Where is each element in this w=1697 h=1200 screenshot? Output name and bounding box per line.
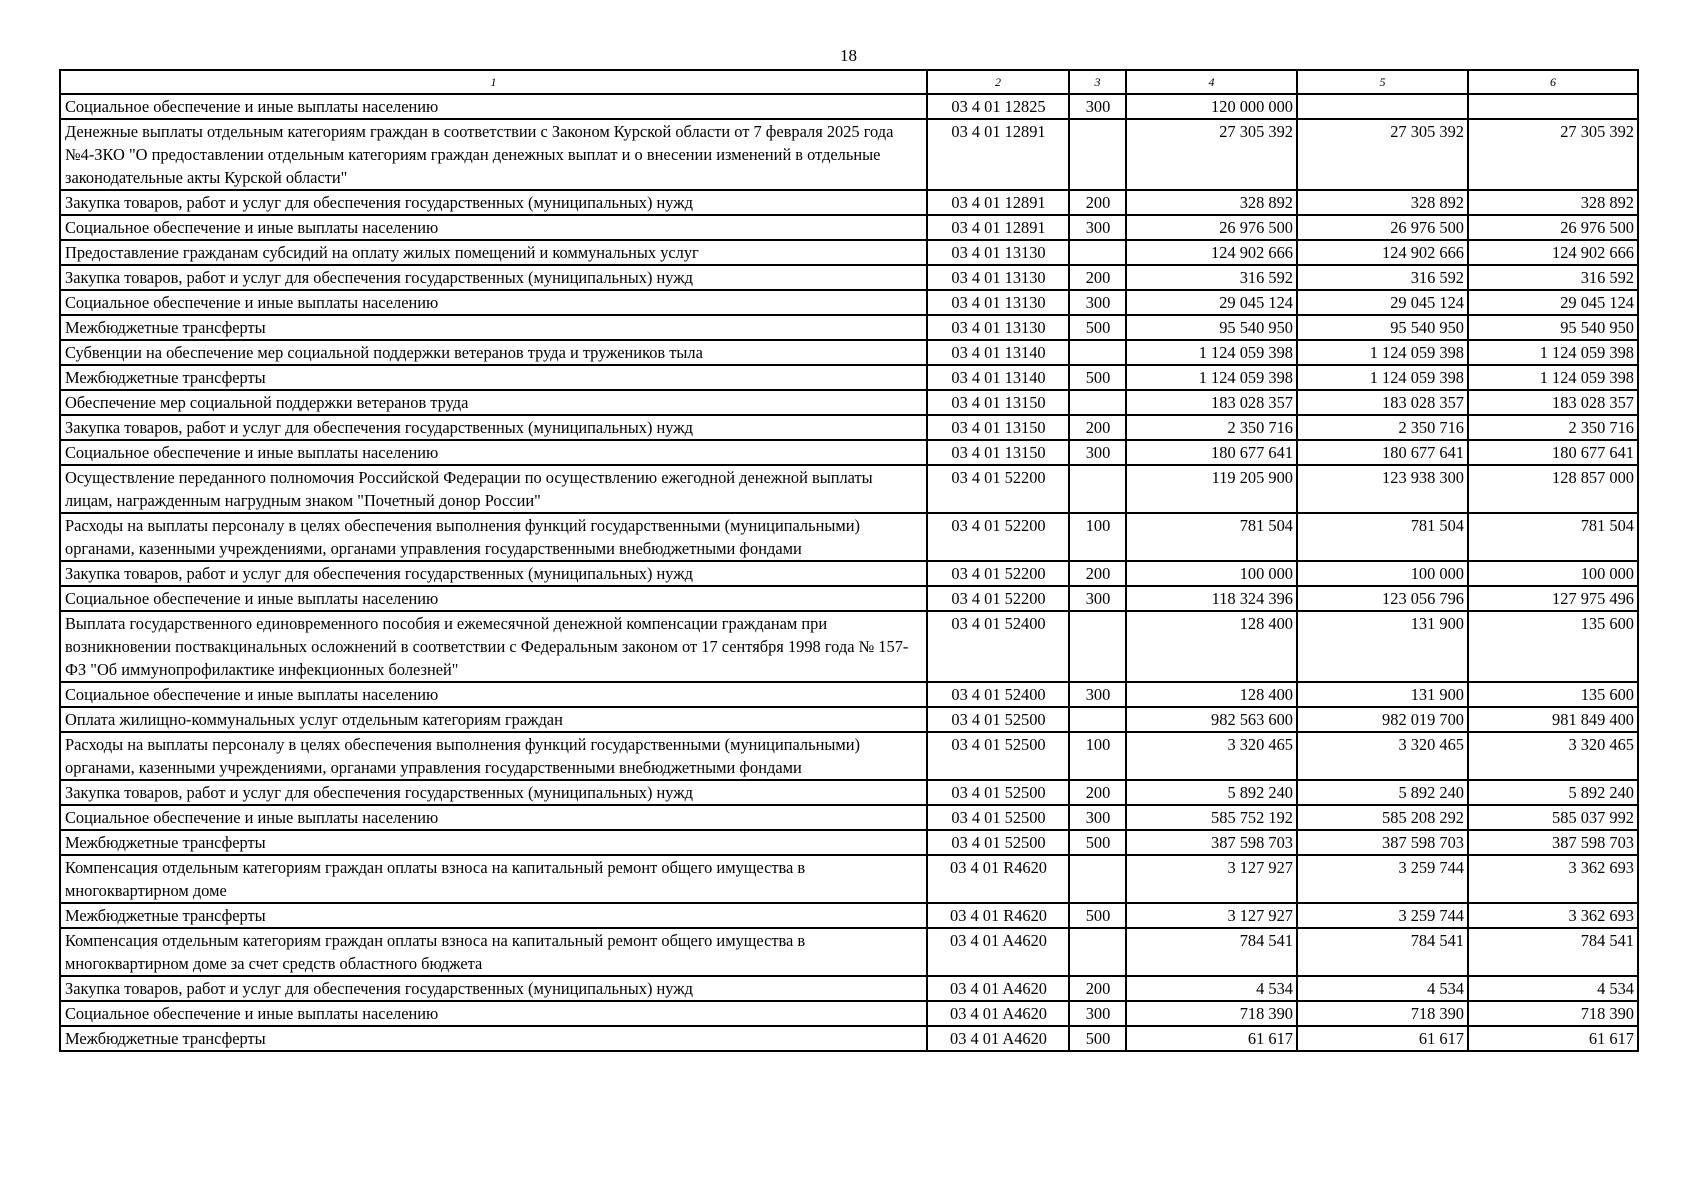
row-amount-col4: 26 976 500: [1126, 215, 1297, 240]
row-code: 03 4 01 12891: [927, 190, 1069, 215]
row-expense-type: 100: [1069, 513, 1126, 561]
row-amount-col4: 3 320 465: [1126, 732, 1297, 780]
row-amount-col6: 585 037 992: [1468, 805, 1638, 830]
table-row: [60, 290, 1638, 315]
row-name: Обеспечение мер социальной поддержки ветеранов труда: [60, 390, 927, 415]
row-expense-type: 500: [1069, 830, 1126, 855]
row-amount-col6: 128 857 000: [1468, 465, 1638, 513]
row-amount-col4: 180 677 641: [1126, 440, 1297, 465]
row-expense-type: 200: [1069, 976, 1126, 1001]
row-amount-col5: 180 677 641: [1297, 440, 1468, 465]
row-expense-type: 300: [1069, 215, 1126, 240]
row-code: 03 4 01 A4620: [927, 1026, 1069, 1051]
row-amount-col5: 183 028 357: [1297, 390, 1468, 415]
row-amount-col5: 1 124 059 398: [1297, 340, 1468, 365]
column-header-4: 4: [1126, 70, 1297, 94]
row-amount-col5: 26 976 500: [1297, 215, 1468, 240]
row-name: Закупка товаров, работ и услуг для обеспечения государственных (муниципальных) нужд: [60, 976, 927, 1001]
row-name: Социальное обеспечение и иные выплаты населению: [60, 586, 927, 611]
row-expense-type: 200: [1069, 561, 1126, 586]
row-amount-col6: 127 975 496: [1468, 586, 1638, 611]
row-amount-col6: 100 000: [1468, 561, 1638, 586]
row-amount-col5: 718 390: [1297, 1001, 1468, 1026]
row-amount-col5: 1 124 059 398: [1297, 365, 1468, 390]
row-amount-col6: [1468, 94, 1638, 119]
row-amount-col6: 124 902 666: [1468, 240, 1638, 265]
row-amount-col4: 27 305 392: [1126, 119, 1297, 190]
row-expense-type: 500: [1069, 1026, 1126, 1051]
table-row: [60, 780, 1638, 805]
row-expense-type: 300: [1069, 94, 1126, 119]
column-header-1: 1: [60, 70, 927, 94]
row-expense-type: [1069, 707, 1126, 732]
row-expense-type: 300: [1069, 1001, 1126, 1026]
row-amount-col4: 124 902 666: [1126, 240, 1297, 265]
table-row: [60, 1026, 1638, 1051]
row-amount-col5: [1297, 94, 1468, 119]
row-amount-col5: 5 892 240: [1297, 780, 1468, 805]
row-code: 03 4 01 A4620: [927, 928, 1069, 976]
row-amount-col5: 100 000: [1297, 561, 1468, 586]
table-row: [60, 586, 1638, 611]
row-name: Компенсация отдельным категориям граждан оплаты взноса на капитальный ремонт общего имущества в многоквартирном доме за счет средств областного бюджета: [60, 928, 927, 976]
row-expense-type: 300: [1069, 290, 1126, 315]
row-expense-type: 300: [1069, 440, 1126, 465]
row-code: 03 4 01 13130: [927, 315, 1069, 340]
row-amount-col5: 982 019 700: [1297, 707, 1468, 732]
row-amount-col6: 5 892 240: [1468, 780, 1638, 805]
table-row: [60, 415, 1638, 440]
row-amount-col4: 4 534: [1126, 976, 1297, 1001]
row-code: 03 4 01 13150: [927, 440, 1069, 465]
row-amount-col4: 1 124 059 398: [1126, 340, 1297, 365]
row-amount-col6: 26 976 500: [1468, 215, 1638, 240]
row-name: Осуществление переданного полномочия Российской Федерации по осуществлению ежегодной денежной выплаты лицам, награжденным нагрудным знаком "Почетный донор России": [60, 465, 927, 513]
table-row: [60, 855, 1638, 903]
row-name: Компенсация отдельным категориям граждан оплаты взноса на капитальный ремонт общего имущества в многоквартирном доме: [60, 855, 927, 903]
table-row: [60, 365, 1638, 390]
row-expense-type: [1069, 340, 1126, 365]
table-row: [60, 440, 1638, 465]
row-expense-type: [1069, 390, 1126, 415]
row-name: Расходы на выплаты персоналу в целях обеспечения выполнения функций государственными (муниципальными) органами, казенными учреждениями, органами управления государственными внебюджетными фондами: [60, 732, 927, 780]
row-amount-col4: 29 045 124: [1126, 290, 1297, 315]
row-code: 03 4 01 13150: [927, 415, 1069, 440]
row-name: Закупка товаров, работ и услуг для обеспечения государственных (муниципальных) нужд: [60, 265, 927, 290]
row-amount-col4: 784 541: [1126, 928, 1297, 976]
row-amount-col5: 131 900: [1297, 682, 1468, 707]
row-amount-col6: 95 540 950: [1468, 315, 1638, 340]
header-row: [60, 70, 1638, 94]
row-name: Денежные выплаты отдельным категориям граждан в соответствии с Законом Курской области от 7 февраля 2025 года №4-ЗКО "О предоставлении отдельным категориям граждан денежных выплат и о внесении изменений в отдельные законодательные акты Курской области": [60, 119, 927, 190]
row-amount-col4: 328 892: [1126, 190, 1297, 215]
table-row: [60, 903, 1638, 928]
row-expense-type: 500: [1069, 903, 1126, 928]
row-amount-col4: 3 127 927: [1126, 855, 1297, 903]
row-amount-col5: 3 259 744: [1297, 855, 1468, 903]
row-amount-col4: 718 390: [1126, 1001, 1297, 1026]
row-code: 03 4 01 52500: [927, 805, 1069, 830]
row-amount-col6: 2 350 716: [1468, 415, 1638, 440]
table-row: [60, 265, 1638, 290]
row-expense-type: 300: [1069, 805, 1126, 830]
row-name: Межбюджетные трансферты: [60, 315, 927, 340]
row-amount-col5: 387 598 703: [1297, 830, 1468, 855]
row-amount-col5: 328 892: [1297, 190, 1468, 215]
row-code: 03 4 01 52500: [927, 707, 1069, 732]
table-row: [60, 190, 1638, 215]
row-code: 03 4 01 12891: [927, 215, 1069, 240]
row-name: Оплата жилищно-коммунальных услуг отдельным категориям граждан: [60, 707, 927, 732]
row-expense-type: [1069, 855, 1126, 903]
table-row: [60, 561, 1638, 586]
row-amount-col4: 3 127 927: [1126, 903, 1297, 928]
row-amount-col6: 4 534: [1468, 976, 1638, 1001]
row-code: 03 4 01 13140: [927, 340, 1069, 365]
row-amount-col5: 61 617: [1297, 1026, 1468, 1051]
row-amount-col5: 585 208 292: [1297, 805, 1468, 830]
table-row: [60, 390, 1638, 415]
row-name: Выплата государственного единовременного пособия и ежемесячной денежной компенсации гражданам при возникновении поствакцинальных осложнений в соответствии с Федеральным законом от 17 сентября 1998 года № 157-ФЗ "Об иммунопрофилактике инфекционных болезней": [60, 611, 927, 682]
row-expense-type: [1069, 240, 1126, 265]
row-code: 03 4 01 52500: [927, 732, 1069, 780]
row-name: Закупка товаров, работ и услуг для обеспечения государственных (муниципальных) нужд: [60, 780, 927, 805]
table-row: [60, 513, 1638, 561]
table-row: [60, 465, 1638, 513]
row-name: Расходы на выплаты персоналу в целях обеспечения выполнения функций государственными (муниципальными) органами, казенными учреждениями, органами управления государственными внебюджетными фондами: [60, 513, 927, 561]
row-code: 03 4 01 52200: [927, 586, 1069, 611]
row-name: Социальное обеспечение и иные выплаты населению: [60, 290, 927, 315]
column-header-2: 2: [927, 70, 1069, 94]
row-name: Предоставление гражданам субсидий на оплату жилых помещений и коммунальных услуг: [60, 240, 927, 265]
budget-table: [59, 69, 1639, 1052]
row-expense-type: [1069, 465, 1126, 513]
row-code: 03 4 01 52400: [927, 611, 1069, 682]
row-expense-type: [1069, 928, 1126, 976]
table-row: [60, 119, 1638, 190]
row-amount-col6: 981 849 400: [1468, 707, 1638, 732]
row-amount-col6: 781 504: [1468, 513, 1638, 561]
row-amount-col5: 781 504: [1297, 513, 1468, 561]
row-expense-type: 200: [1069, 190, 1126, 215]
row-name: Закупка товаров, работ и услуг для обеспечения государственных (муниципальных) нужд: [60, 190, 927, 215]
row-code: 03 4 01 13130: [927, 290, 1069, 315]
row-expense-type: [1069, 119, 1126, 190]
row-amount-col4: 781 504: [1126, 513, 1297, 561]
table-row: [60, 732, 1638, 780]
row-name: Социальное обеспечение и иные выплаты населению: [60, 682, 927, 707]
row-amount-col5: 124 902 666: [1297, 240, 1468, 265]
row-amount-col5: 123 938 300: [1297, 465, 1468, 513]
table-row: [60, 1001, 1638, 1026]
row-amount-col5: 95 540 950: [1297, 315, 1468, 340]
row-expense-type: 200: [1069, 265, 1126, 290]
row-expense-type: 300: [1069, 586, 1126, 611]
row-expense-type: 300: [1069, 682, 1126, 707]
row-amount-col4: 5 892 240: [1126, 780, 1297, 805]
column-header-6: 6: [1468, 70, 1638, 94]
row-amount-col6: 328 892: [1468, 190, 1638, 215]
row-amount-col4: 128 400: [1126, 611, 1297, 682]
table-row: [60, 830, 1638, 855]
row-code: 03 4 01 R4620: [927, 903, 1069, 928]
table-row: [60, 976, 1638, 1001]
row-amount-col4: 61 617: [1126, 1026, 1297, 1051]
row-amount-col6: 3 362 693: [1468, 903, 1638, 928]
page-number: 18: [840, 46, 857, 65]
row-amount-col6: 387 598 703: [1468, 830, 1638, 855]
table-row: [60, 215, 1638, 240]
row-amount-col5: 2 350 716: [1297, 415, 1468, 440]
row-amount-col5: 3 259 744: [1297, 903, 1468, 928]
table-row: [60, 340, 1638, 365]
row-code: 03 4 01 13130: [927, 240, 1069, 265]
row-name: Социальное обеспечение и иные выплаты населению: [60, 440, 927, 465]
row-code: 03 4 01 A4620: [927, 1001, 1069, 1026]
row-name: Социальное обеспечение и иные выплаты населению: [60, 805, 927, 830]
row-code: 03 4 01 52500: [927, 780, 1069, 805]
row-amount-col4: 982 563 600: [1126, 707, 1297, 732]
row-expense-type: 200: [1069, 780, 1126, 805]
table-row: [60, 805, 1638, 830]
row-amount-col5: 784 541: [1297, 928, 1468, 976]
row-expense-type: [1069, 611, 1126, 682]
row-amount-col6: 61 617: [1468, 1026, 1638, 1051]
row-name: Межбюджетные трансферты: [60, 830, 927, 855]
row-amount-col5: 3 320 465: [1297, 732, 1468, 780]
row-amount-col4: 2 350 716: [1126, 415, 1297, 440]
row-amount-col6: 316 592: [1468, 265, 1638, 290]
row-code: 03 4 01 52200: [927, 513, 1069, 561]
row-amount-col5: 316 592: [1297, 265, 1468, 290]
row-expense-type: 200: [1069, 415, 1126, 440]
row-code: 03 4 01 52400: [927, 682, 1069, 707]
table-row: [60, 707, 1638, 732]
table-row: [60, 611, 1638, 682]
row-expense-type: 100: [1069, 732, 1126, 780]
row-amount-col5: 123 056 796: [1297, 586, 1468, 611]
table-row: [60, 928, 1638, 976]
row-code: 03 4 01 13150: [927, 390, 1069, 415]
row-expense-type: 500: [1069, 365, 1126, 390]
row-amount-col4: 183 028 357: [1126, 390, 1297, 415]
row-code: 03 4 01 52200: [927, 561, 1069, 586]
row-code: 03 4 01 12891: [927, 119, 1069, 190]
row-name: Межбюджетные трансферты: [60, 903, 927, 928]
row-amount-col6: 27 305 392: [1468, 119, 1638, 190]
table-row: [60, 315, 1638, 340]
row-amount-col4: 95 540 950: [1126, 315, 1297, 340]
row-amount-col5: 29 045 124: [1297, 290, 1468, 315]
row-amount-col6: 135 600: [1468, 611, 1638, 682]
row-amount-col6: 718 390: [1468, 1001, 1638, 1026]
table-body: [60, 94, 1638, 1051]
row-name: Межбюджетные трансферты: [60, 365, 927, 390]
row-amount-col6: 1 124 059 398: [1468, 365, 1638, 390]
row-name: Социальное обеспечение и иные выплаты населению: [60, 215, 927, 240]
row-amount-col4: 387 598 703: [1126, 830, 1297, 855]
row-code: 03 4 01 12825: [927, 94, 1069, 119]
row-code: 03 4 01 A4620: [927, 976, 1069, 1001]
row-code: 03 4 01 52200: [927, 465, 1069, 513]
table-row: [60, 682, 1638, 707]
row-amount-col6: 29 045 124: [1468, 290, 1638, 315]
row-amount-col4: 118 324 396: [1126, 586, 1297, 611]
table-row: [60, 94, 1638, 119]
row-amount-col6: 180 677 641: [1468, 440, 1638, 465]
column-header-3: 3: [1069, 70, 1126, 94]
row-amount-col6: 183 028 357: [1468, 390, 1638, 415]
row-code: 03 4 01 13140: [927, 365, 1069, 390]
row-amount-col6: 135 600: [1468, 682, 1638, 707]
row-name: Социальное обеспечение и иные выплаты населению: [60, 1001, 927, 1026]
row-amount-col5: 27 305 392: [1297, 119, 1468, 190]
row-code: 03 4 01 R4620: [927, 855, 1069, 903]
row-name: Закупка товаров, работ и услуг для обеспечения государственных (муниципальных) нужд: [60, 561, 927, 586]
row-amount-col4: 100 000: [1126, 561, 1297, 586]
row-name: Субвенции на обеспечение мер социальной поддержки ветеранов труда и тружеников тыла: [60, 340, 927, 365]
row-expense-type: 500: [1069, 315, 1126, 340]
row-code: 03 4 01 52500: [927, 830, 1069, 855]
row-amount-col4: 585 752 192: [1126, 805, 1297, 830]
row-amount-col4: 316 592: [1126, 265, 1297, 290]
row-amount-col4: 128 400: [1126, 682, 1297, 707]
table-row: [60, 240, 1638, 265]
row-amount-col5: 4 534: [1297, 976, 1468, 1001]
row-code: 03 4 01 13130: [927, 265, 1069, 290]
row-amount-col4: 120 000 000: [1126, 94, 1297, 119]
row-name: Межбюджетные трансферты: [60, 1026, 927, 1051]
row-amount-col5: 131 900: [1297, 611, 1468, 682]
row-name: Закупка товаров, работ и услуг для обеспечения государственных (муниципальных) нужд: [60, 415, 927, 440]
row-amount-col6: 3 362 693: [1468, 855, 1638, 903]
column-header-5: 5: [1297, 70, 1468, 94]
row-amount-col4: 1 124 059 398: [1126, 365, 1297, 390]
row-amount-col6: 1 124 059 398: [1468, 340, 1638, 365]
row-amount-col6: 784 541: [1468, 928, 1638, 976]
row-amount-col6: 3 320 465: [1468, 732, 1638, 780]
row-amount-col4: 119 205 900: [1126, 465, 1297, 513]
row-name: Социальное обеспечение и иные выплаты населению: [60, 94, 927, 119]
